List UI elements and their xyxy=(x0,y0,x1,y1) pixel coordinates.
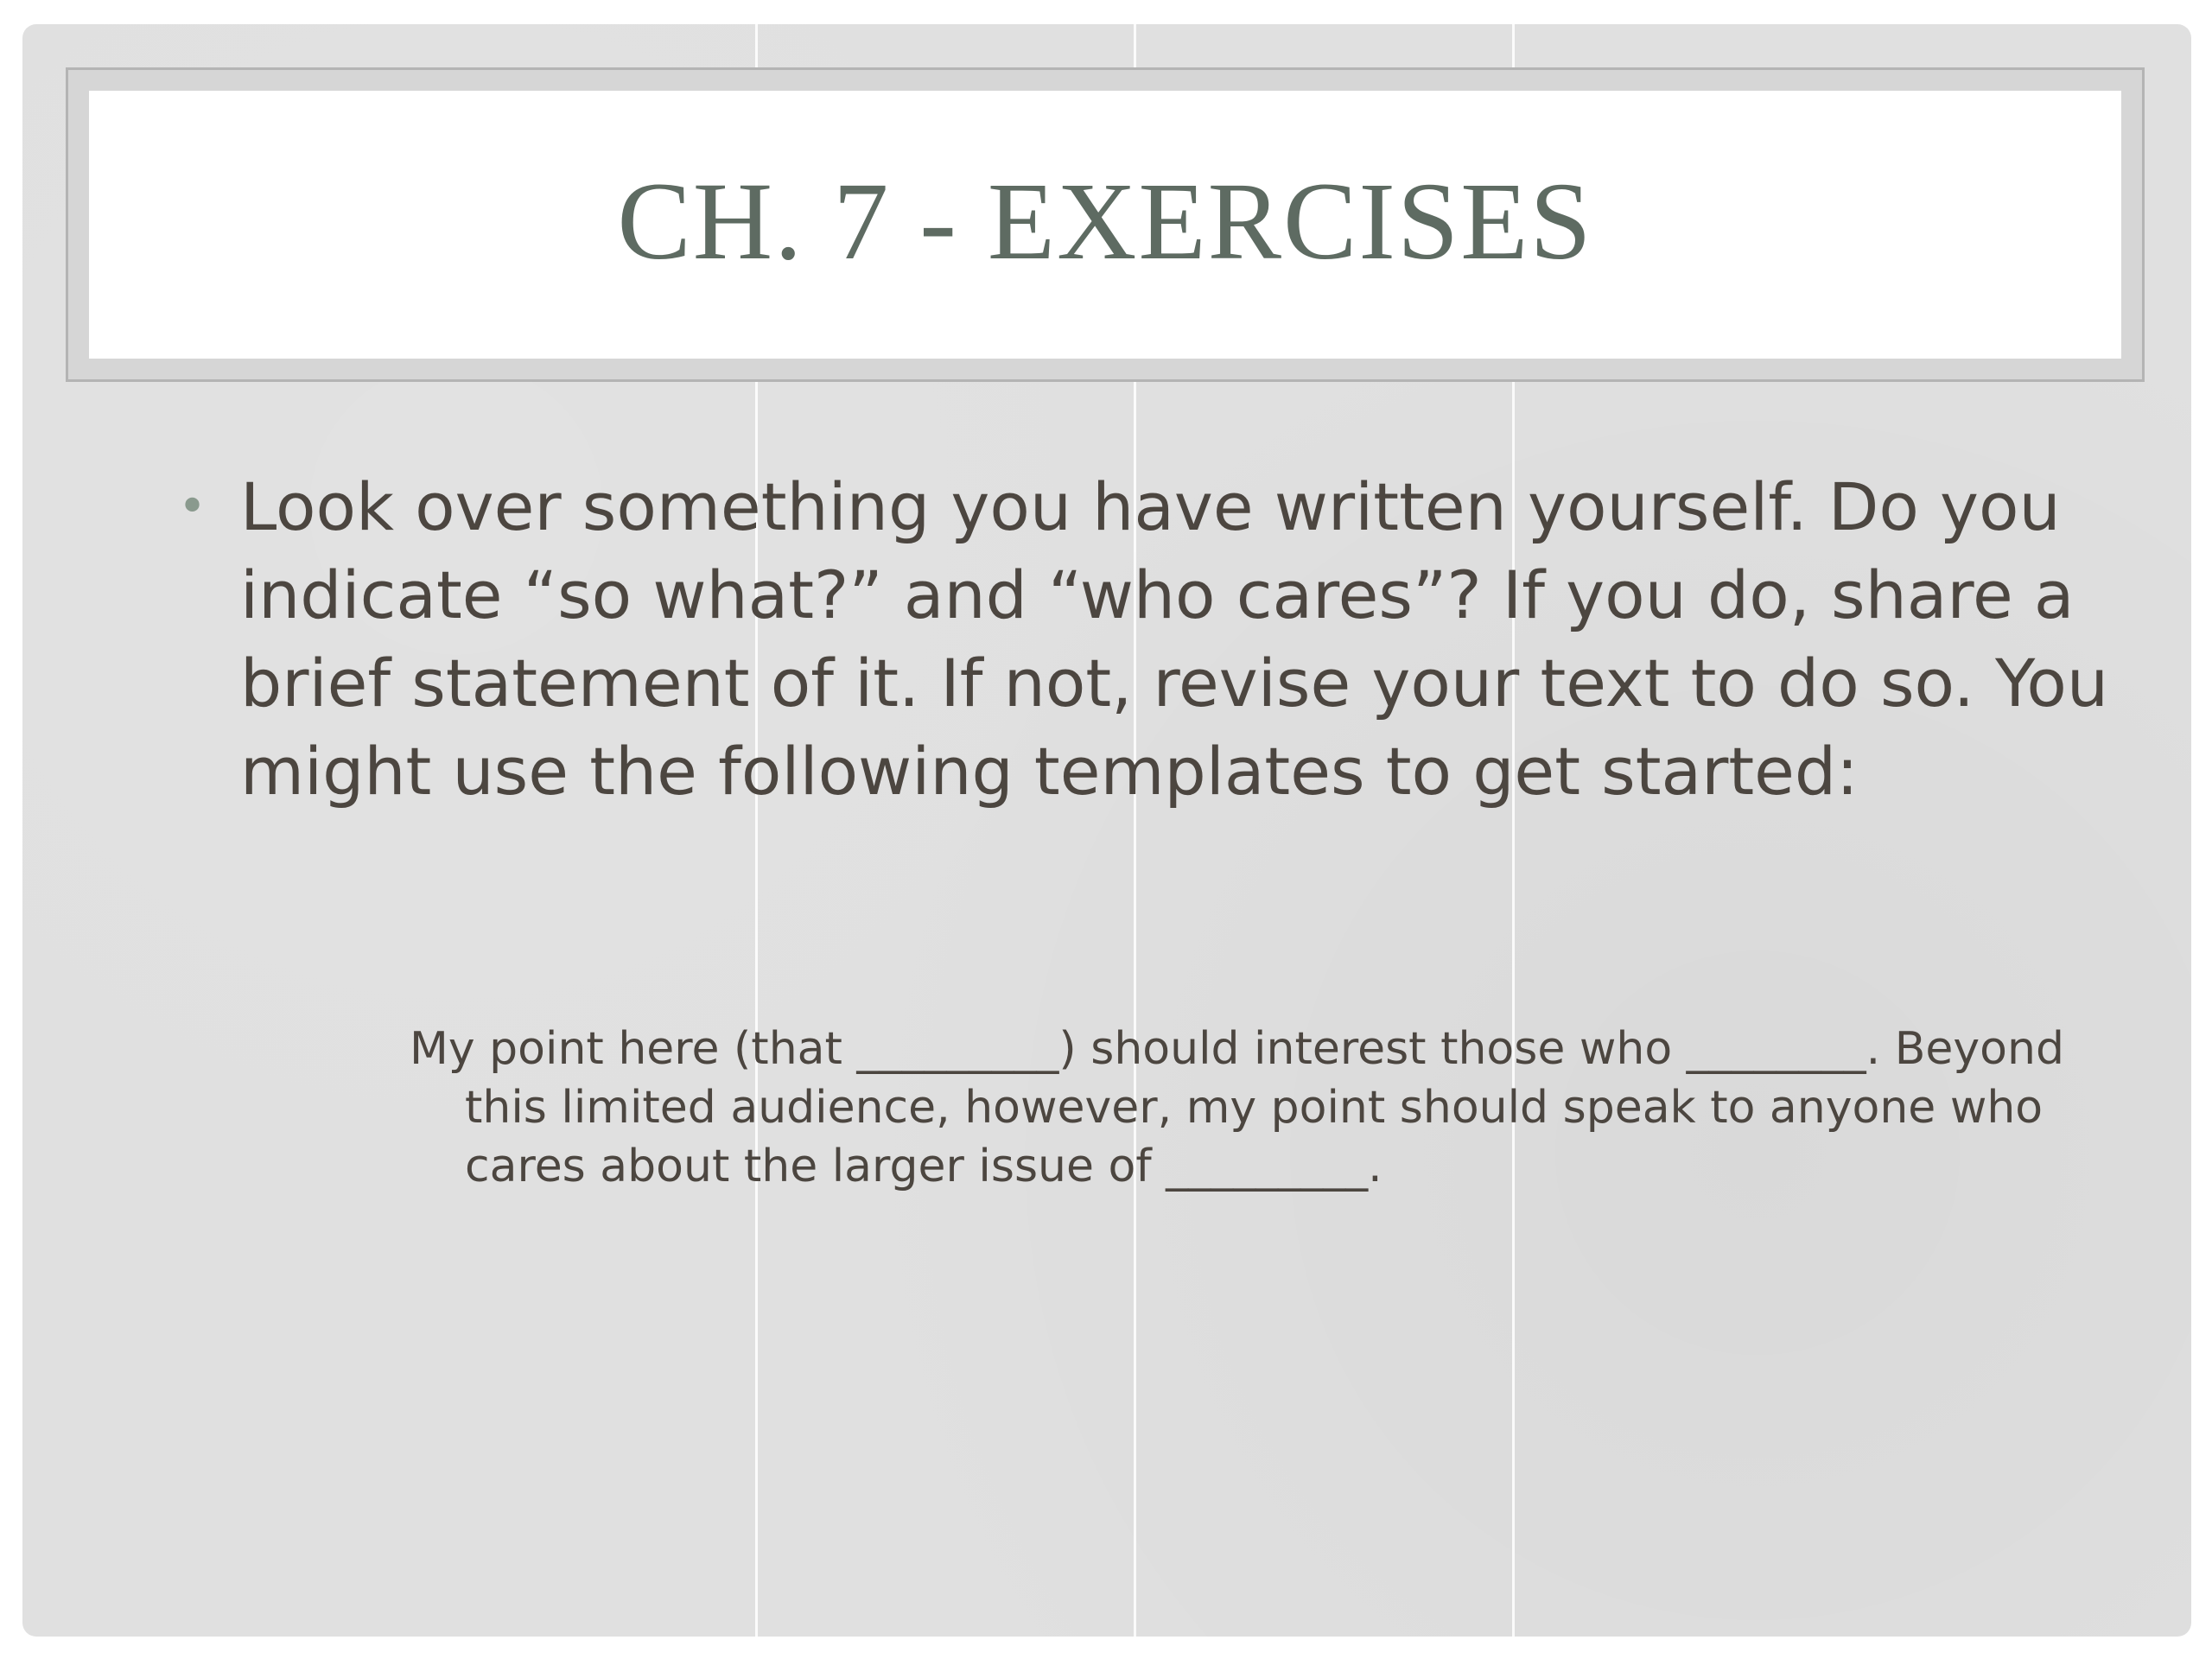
template-text: My point here (that _________) should interest those who ________. Beyond this limited audience, however, my point should speak to anyone who cares about the larger issue of _________. xyxy=(410,1023,2064,1192)
bullet-text: Look over something you have written yourself. Do you indicate “so what?” and “who cares”? If you do, share a brief statement of it. If not, revise your text to do so. You might use the following templates to get started: xyxy=(240,468,2109,810)
bullet-icon: • xyxy=(178,479,207,535)
bullet-item xyxy=(161,463,2113,816)
slide xyxy=(22,24,2191,1637)
slide-title: CH. 7 - EXERCISES xyxy=(617,160,1593,283)
slide-body xyxy=(22,24,2191,1637)
